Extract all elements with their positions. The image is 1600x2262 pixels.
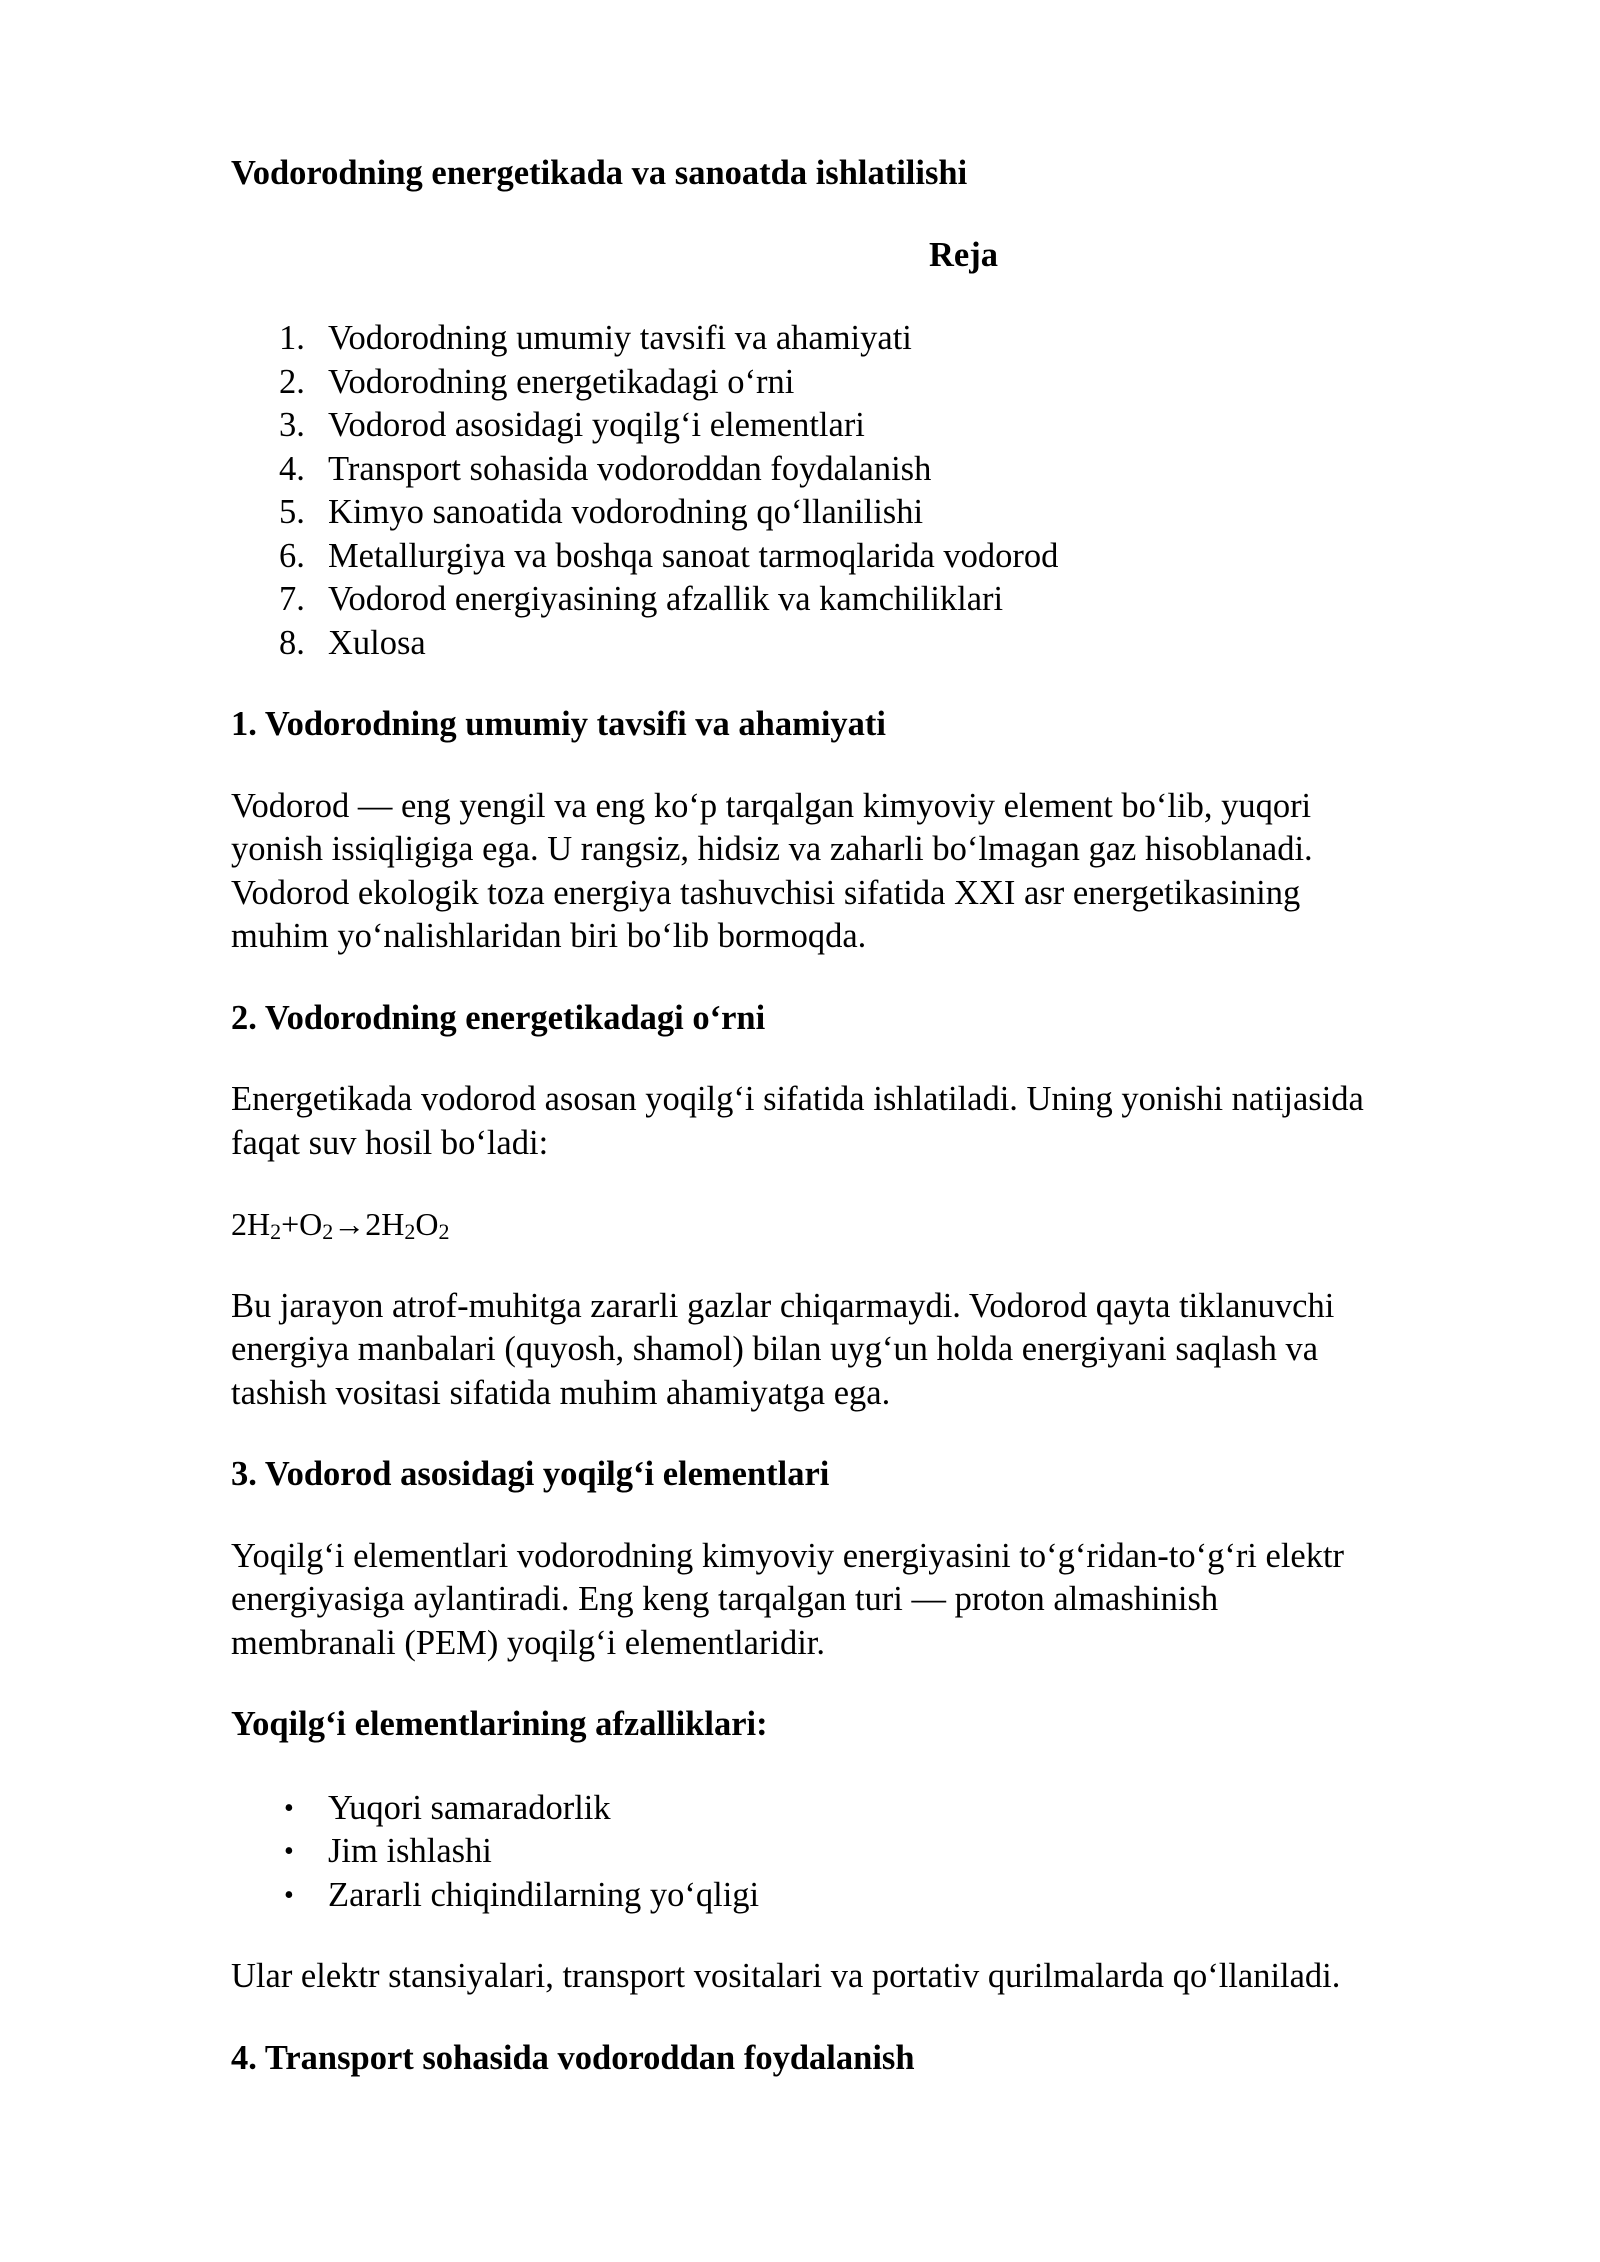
- plan-item-text: Vodorodning umumiy tavsifi va ahamiyati: [328, 319, 912, 357]
- paragraph-line: tashish vositasi sifatida muhim ahamiyatga ega.: [231, 1373, 891, 1412]
- paragraph-line: faqat suv hosil bo‘ladi:: [231, 1123, 549, 1162]
- section-2-paragraph: [231, 1078, 1481, 1165]
- paragraph-line: Energetikada vodorod asosan yoqilg‘i sifatida ishlatiladi. Uning yonishi natijasida: [231, 1080, 1364, 1118]
- paragraph-line: Vodorod ekologik toza energiya tashuvchisi sifatida XXI asr energetikasining: [231, 873, 1301, 912]
- equation-subscript: 2: [270, 1219, 282, 1244]
- bullet-item: [231, 1787, 1481, 1831]
- plan-item: [231, 622, 1481, 666]
- paragraph-line: energiya manbalari (quyosh, shamol) bilan uyg‘un holda energiyani saqlash va: [231, 1330, 1319, 1368]
- paragraph-line: yonish issiqligiga ega. U rangsiz, hidsiz va zaharli bo‘lmagan gaz hisoblanadi.: [231, 830, 1313, 868]
- equation-subscript: 2: [322, 1219, 334, 1244]
- paragraph-line: muhim yo‘nalishlaridan biri bo‘lib bormoqda.: [231, 917, 867, 955]
- bullet-icon: •: [284, 1879, 294, 1911]
- section-1-heading: 1. Vodorodning umumiy tavsifi va ahamiyati: [231, 705, 886, 743]
- section-3-closing: Ular elektr stansiyalari, transport vositalari va portativ qurilmalarda qo‘llaniladi.: [231, 1957, 1341, 1995]
- plan-item-text: Vodorod asosidagi yoqilg‘i elementlari: [328, 406, 865, 444]
- paragraph-line: Bu jarayon atrof-muhitga zararli gazlar chiqarmaydi. Vodorod qayta tiklanuvchi: [231, 1286, 1335, 1325]
- equation-part: +O: [281, 1206, 323, 1242]
- plan-item-number: 8.: [279, 623, 305, 662]
- plan-item-number: 2.: [279, 362, 305, 401]
- bullet-item: [231, 1874, 1481, 1918]
- chemical-equation: [231, 1203, 1481, 1247]
- plan-item: [231, 448, 1481, 492]
- equation-part: →2H: [333, 1206, 405, 1242]
- plan-item-text: Xulosa: [328, 623, 426, 662]
- plan-item-number: 3.: [279, 406, 305, 444]
- paragraph-line: Yoqilg‘i elementlari vodorodning kimyoviy energiyasini to‘g‘ridan-to‘g‘ri elektr: [231, 1536, 1345, 1575]
- equation-part: 2H: [231, 1206, 271, 1242]
- paragraph-line: membranali (PEM) yoqilg‘i elementlaridir.: [231, 1623, 826, 1662]
- equation-subscript: 2: [438, 1219, 450, 1244]
- plan-item: [231, 361, 1481, 405]
- plan-item-text: Kimyo sanoatida vodorodning qo‘llanilishi: [328, 493, 924, 531]
- document-body: [231, 152, 1481, 2080]
- equation-part: O: [415, 1206, 439, 1242]
- plan-item-text: Vodorodning energetikadagi o‘rni: [328, 362, 795, 401]
- plan-item-text: Transport sohasida vodoroddan foydalanish: [328, 449, 932, 488]
- plan-item-number: 7.: [279, 580, 305, 618]
- advantages-list: [231, 1787, 1481, 1918]
- bullet-item-text: Yuqori samaradorlik: [328, 1788, 611, 1827]
- plan-item: [231, 317, 1481, 361]
- section-3-paragraph: [231, 1535, 1481, 1666]
- bullet-item: [231, 1830, 1481, 1874]
- paragraph-line: Vodorod — eng yengil va eng ko‘p tarqalgan kimyoviy element bo‘lib, yuqori: [231, 786, 1312, 825]
- equation-subscript: 2: [404, 1219, 416, 1244]
- section-4-heading: 4. Transport sohasida vodoroddan foydalanish: [231, 2038, 915, 2077]
- section-3-subheading: Yoqilg‘i elementlarining afzalliklari:: [231, 1705, 768, 1743]
- bullet-icon: •: [284, 1836, 294, 1867]
- plan-item: [231, 404, 1481, 448]
- plan-item: [231, 535, 1481, 579]
- document-title: Vodorodning energetikada va sanoatda ishlatilishi: [231, 154, 968, 192]
- paragraph-line: energiyasiga aylantiradi. Eng keng tarqalgan turi — proton almashinish: [231, 1580, 1219, 1618]
- plan-item-text: Metallurgiya va boshqa sanoat tarmoqlarida vodorod: [328, 536, 1059, 575]
- plan-item-number: 6.: [279, 536, 305, 575]
- section-1-paragraph: [231, 785, 1481, 959]
- plan-item-number: 4.: [279, 449, 305, 488]
- plan-heading: Reja: [929, 235, 998, 274]
- plan-item: [231, 491, 1481, 535]
- plan-list: [231, 317, 1481, 665]
- bullet-item-text: Jim ishlashi: [328, 1832, 492, 1870]
- section-2-paragraph-2: [231, 1285, 1481, 1416]
- plan-item-text: Vodorod energiyasining afzallik va kamchiliklari: [328, 580, 1004, 618]
- bullet-item-text: Zararli chiqindilarning yo‘qligi: [328, 1875, 760, 1914]
- plan-item: [231, 578, 1481, 622]
- section-3-heading: 3. Vodorod asosidagi yoqilg‘i elementlari: [231, 1455, 830, 1493]
- bullet-icon: •: [284, 1792, 294, 1824]
- section-2-heading: 2. Vodorodning energetikadagi o‘rni: [231, 998, 766, 1037]
- plan-item-number: 1.: [279, 319, 305, 357]
- plan-item-number: 5.: [279, 493, 305, 531]
